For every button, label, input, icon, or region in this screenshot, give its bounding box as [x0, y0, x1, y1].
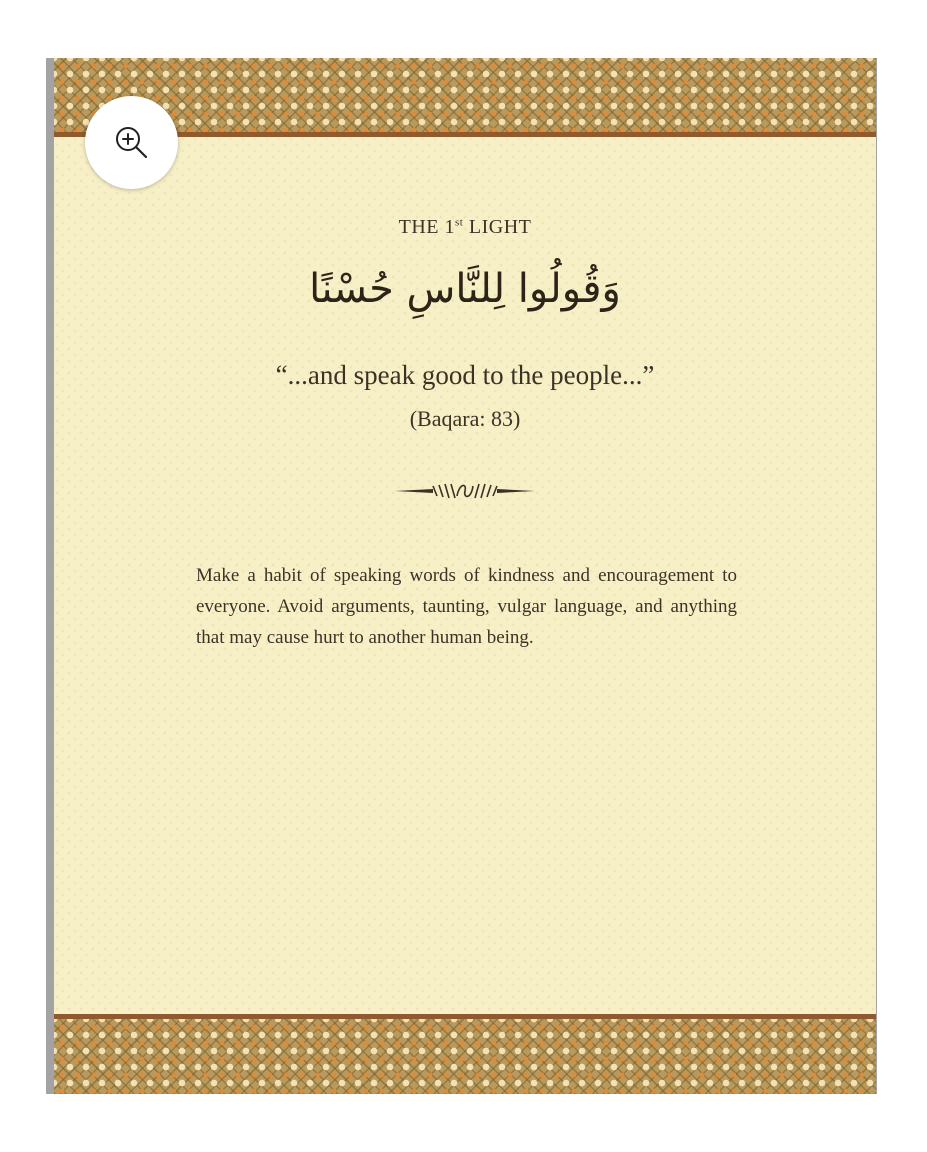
- arabic-verse: وَقُولُوا لِلنَّاسِ حُسْنًا: [309, 266, 621, 312]
- verse-translation: “...and speak good to the people...”: [275, 360, 655, 390]
- zoom-in-button[interactable]: [85, 96, 178, 189]
- body-paragraph: Make a habit of speaking words of kindness and encouragement to everyone. Avoid arguments, taunting, vulgar language, and anything that may cause hurt to another human being.: [196, 565, 737, 648]
- zoom-in-icon: [113, 124, 151, 162]
- divider-ornament-icon: [393, 478, 537, 504]
- top-ornamental-border: [54, 58, 876, 137]
- chapter-heading: [54, 216, 876, 239]
- heading-text: THE 1: [398, 216, 456, 238]
- heading-text-suffix: LIGHT: [463, 216, 532, 238]
- heading-ordinal: st: [455, 216, 464, 229]
- verse-reference: (Baqara: 83): [409, 406, 521, 431]
- bottom-ornamental-border: [54, 1014, 876, 1094]
